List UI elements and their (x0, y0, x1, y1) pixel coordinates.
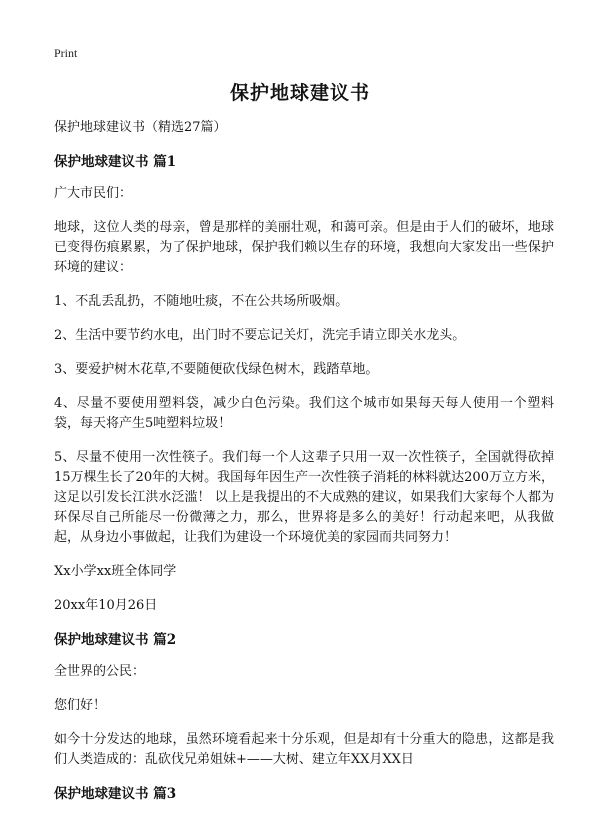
signature: Xx小学xx班全体同学 (54, 564, 177, 579)
date: 20xx年10月26日 (54, 598, 158, 613)
section-heading-2: 保护地球建议书 篇2 (54, 632, 177, 648)
salutation: 您们好！ (54, 698, 107, 713)
section-heading-1: 保护地球建议书 篇1 (54, 154, 177, 170)
print-label: Print (54, 46, 78, 60)
list-item: 3、要爱护树木花草,不要随便砍伐绿色树木，践踏草地。 (54, 362, 379, 377)
page-title: 保护地球建议书 (229, 82, 370, 104)
list-item: 1、不乱丢乱扔，不随地吐痰，不在公共场所吸烟。 (54, 294, 349, 309)
document-subtitle: 保护地球建议书（精选27篇） (54, 120, 227, 135)
list-item: 4、尽量不要使用塑料袋，减少白色污染。我们这个城市如果每天每人使用一个塑料袋，每天将产生5吨塑料垃圾！ (54, 396, 554, 431)
body-paragraph: 如今十分发达的地球，虽然环境看起来十分乐观，但是却有十分重大的隐患，这都是我们人类造成的：乱砍伐兄弟姐妹+——大树、建立年XX月XX日 (54, 732, 554, 767)
section-heading-3: 保护地球建议书 篇3 (54, 786, 177, 802)
greeting: 广大市民们： (54, 186, 133, 201)
document-body (54, 118, 554, 816)
intro-paragraph: 地球，这位人类的母亲，曾是那样的美丽壮观，和蔼可亲。但是由于人们的破坏，地球已变得伤痕累累，为了保护地球，保护我们赖以生存的环境，我想向大家发出一些保护环境的建议： (54, 220, 554, 275)
greeting: 全世界的公民： (54, 664, 146, 679)
list-item: 2、生活中要节约水电，出门时不要忘记关灯，洗完手请立即关水龙头。 (54, 328, 466, 343)
list-item: 5、尽量不使用一次性筷子。我们每一个人这辈子只用一双一次性筷子，全国就得砍掉15万棵生长了20年的大树。我国每年因生产一次性筷子消耗的林料就达200万立方米，这足以引发长江洪水泛滥！ 以上是我提出的不大成熟的建议，如果我们大家每个人都为环保尽自己所能尽一份微薄之力，那么，世界将是多么的美好！行动起来吧，从我做起，从身边小事做起，让我们为建设一个环境优美的家园而共同努力！ (54, 450, 554, 545)
